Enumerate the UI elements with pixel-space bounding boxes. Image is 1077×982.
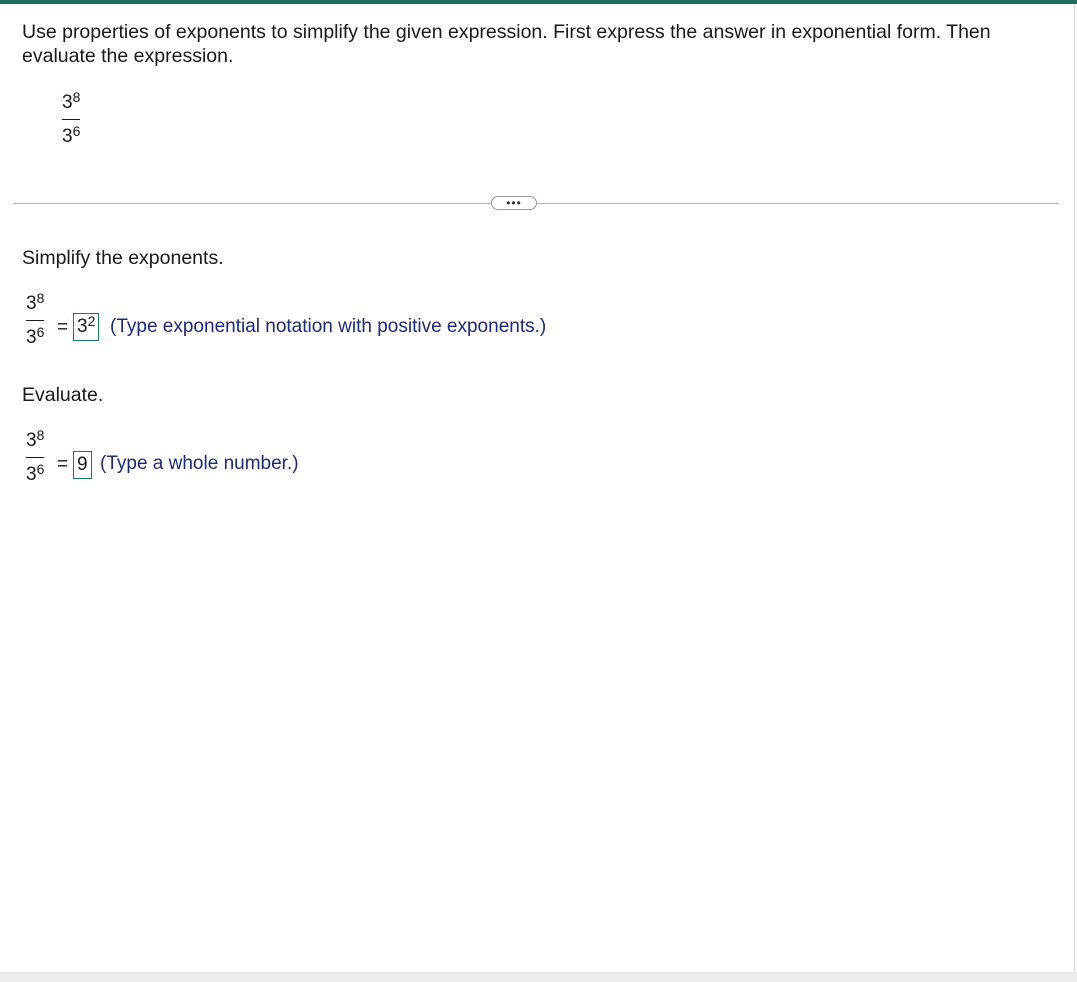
step1-numerator: $3^8$ — [26, 290, 45, 314]
step2-answer-input[interactable]: 9 — [73, 451, 92, 479]
step2-expression — [26, 427, 45, 486]
fraction-bar — [26, 457, 44, 458]
step2-denominator: $3^6$ — [26, 461, 45, 485]
step2-numerator: $3^8$ — [26, 427, 45, 451]
step1-denominator: $3^6$ — [26, 324, 45, 348]
step1-hint: (Type exponential notation with positive exponents.) — [110, 316, 547, 337]
step2-title: Evaluate. — [22, 384, 104, 406]
top-accent-bar — [0, 0, 1077, 4]
step2-equals-sign: = — [57, 454, 69, 475]
step1-answer-input[interactable]: $3^2$ — [73, 313, 99, 341]
fraction-bar — [26, 320, 44, 321]
given-numerator: $3^8$ — [62, 89, 81, 113]
bottom-bar — [0, 972, 1077, 982]
step2-hint: (Type a whole number.) — [100, 453, 299, 474]
right-border — [1074, 4, 1075, 972]
show-more-button[interactable]: ••• — [491, 196, 537, 210]
question-instructions: Use properties of exponents to simplify the given expression. First express the answer in exponential form. Then evaluate the expression. — [22, 21, 991, 67]
fraction-bar — [62, 119, 80, 120]
given-denominator: $3^6$ — [62, 123, 81, 147]
step1-title: Simplify the exponents. — [22, 247, 224, 269]
step1-expression — [26, 290, 45, 349]
step1-equals-sign: = — [57, 317, 69, 338]
given-expression — [62, 89, 81, 148]
